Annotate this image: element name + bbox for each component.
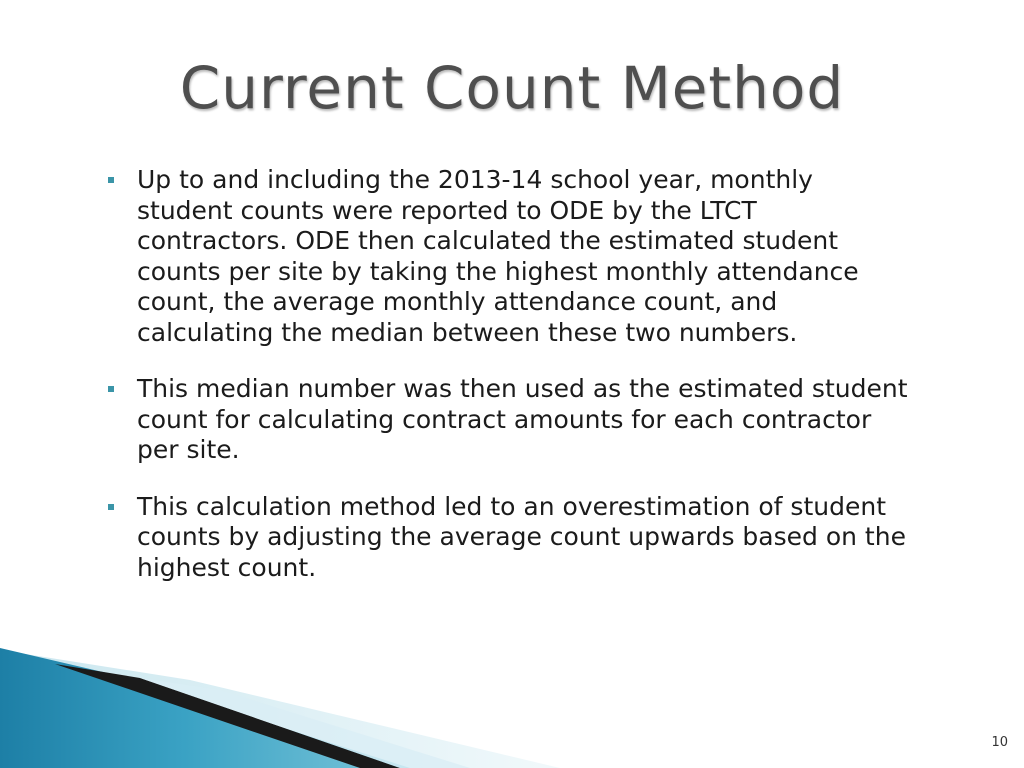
page-number: 10	[991, 735, 1008, 750]
swoosh-dark-stripe	[55, 664, 400, 768]
square-bullet-icon	[108, 386, 114, 392]
bullet-text: Up to and including the 2013-14 school year, monthly student counts were reported to ODE by the LTCT contractors. ODE then calculated the estimated student counts per site by taking the highest monthly attendance count, the average monthly attendance count, and calculating the median between these two numbers.	[137, 165, 859, 347]
bullet-list	[108, 165, 908, 609]
square-bullet-icon	[108, 177, 114, 183]
swoosh-highlight-stripe	[140, 678, 470, 768]
square-bullet-icon	[108, 504, 114, 510]
slide-title: Current Count Method	[179, 54, 845, 122]
swoosh-teal-band	[0, 648, 410, 768]
bullet-item	[108, 165, 908, 348]
swoosh-light-band	[0, 650, 560, 768]
bullet-item	[108, 374, 908, 466]
bullet-text: This calculation method led to an overestimation of student counts by adjusting the average count upwards based on the highest count.	[137, 491, 906, 582]
bullet-text: This median number was then used as the estimated student count for calculating contract amounts for each contractor per site.	[137, 374, 908, 464]
bullet-item	[108, 492, 908, 584]
